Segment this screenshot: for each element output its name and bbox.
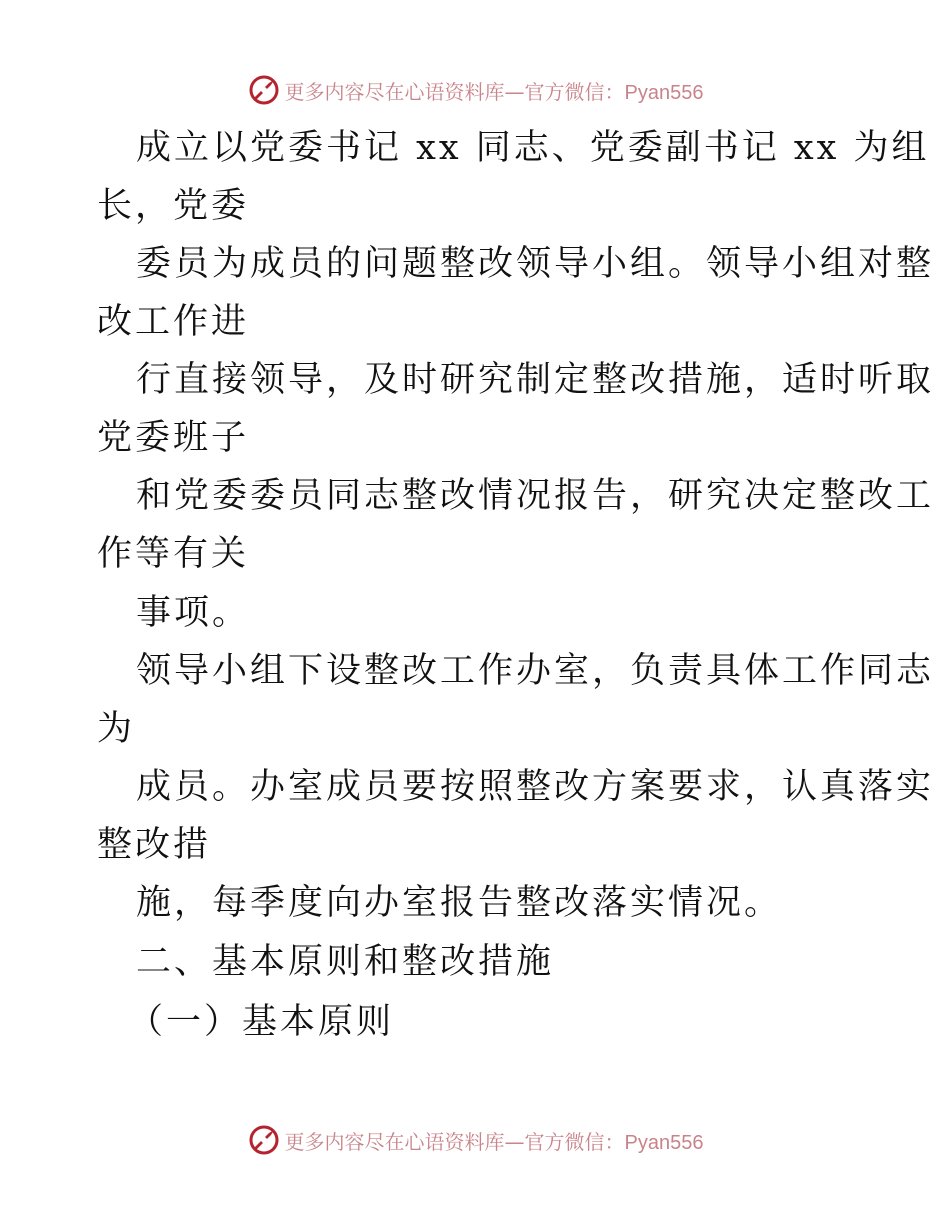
footer-banner-text bbox=[285, 1126, 704, 1155]
body-line: 整改措 bbox=[97, 825, 212, 865]
header-banner-label: 更多内容尽在心语资料库—官方微信： bbox=[284, 79, 625, 104]
body-line: 施，每季度向办室报告整改落实情况。 bbox=[136, 883, 783, 923]
body-line: 领导小组下设整改工作办室，负责具体工作同志 bbox=[136, 651, 935, 691]
body-line: 成立以党委书记 xx 同志、党委副书记 xx 为组 bbox=[136, 128, 930, 168]
footer-banner-handle: Pyan556 bbox=[624, 1131, 704, 1154]
section-heading: 二、基本原则和整改措施 bbox=[136, 942, 555, 982]
body-line: 成员。办室成员要按照整改方案要求，认真落实 bbox=[136, 767, 935, 807]
body-line: 行直接领导，及时研究制定整改措施，适时听取 bbox=[136, 360, 935, 400]
subsection-heading: （一）基本原则 bbox=[128, 1002, 395, 1042]
body-line: 长，党委 bbox=[97, 186, 250, 226]
body-line: 和党委委员同志整改情况报告，研究决定整改工 bbox=[136, 476, 935, 516]
body-line: 改工作进 bbox=[97, 302, 250, 342]
footer-banner-label: 更多内容尽在心语资料库—官方微信： bbox=[284, 1129, 625, 1154]
body-line: 党委班子 bbox=[97, 418, 250, 458]
header-banner-handle: Pyan556 bbox=[624, 81, 704, 104]
body-line: 为 bbox=[97, 709, 136, 749]
body-line: 作等有关 bbox=[97, 534, 250, 574]
body-line: 事项。 bbox=[136, 593, 251, 633]
pen-logo-icon bbox=[247, 1123, 281, 1157]
footer-banner bbox=[0, 1120, 950, 1160]
body-line: 委员为成员的问题整改领导小组。领导小组对整 bbox=[136, 244, 935, 284]
